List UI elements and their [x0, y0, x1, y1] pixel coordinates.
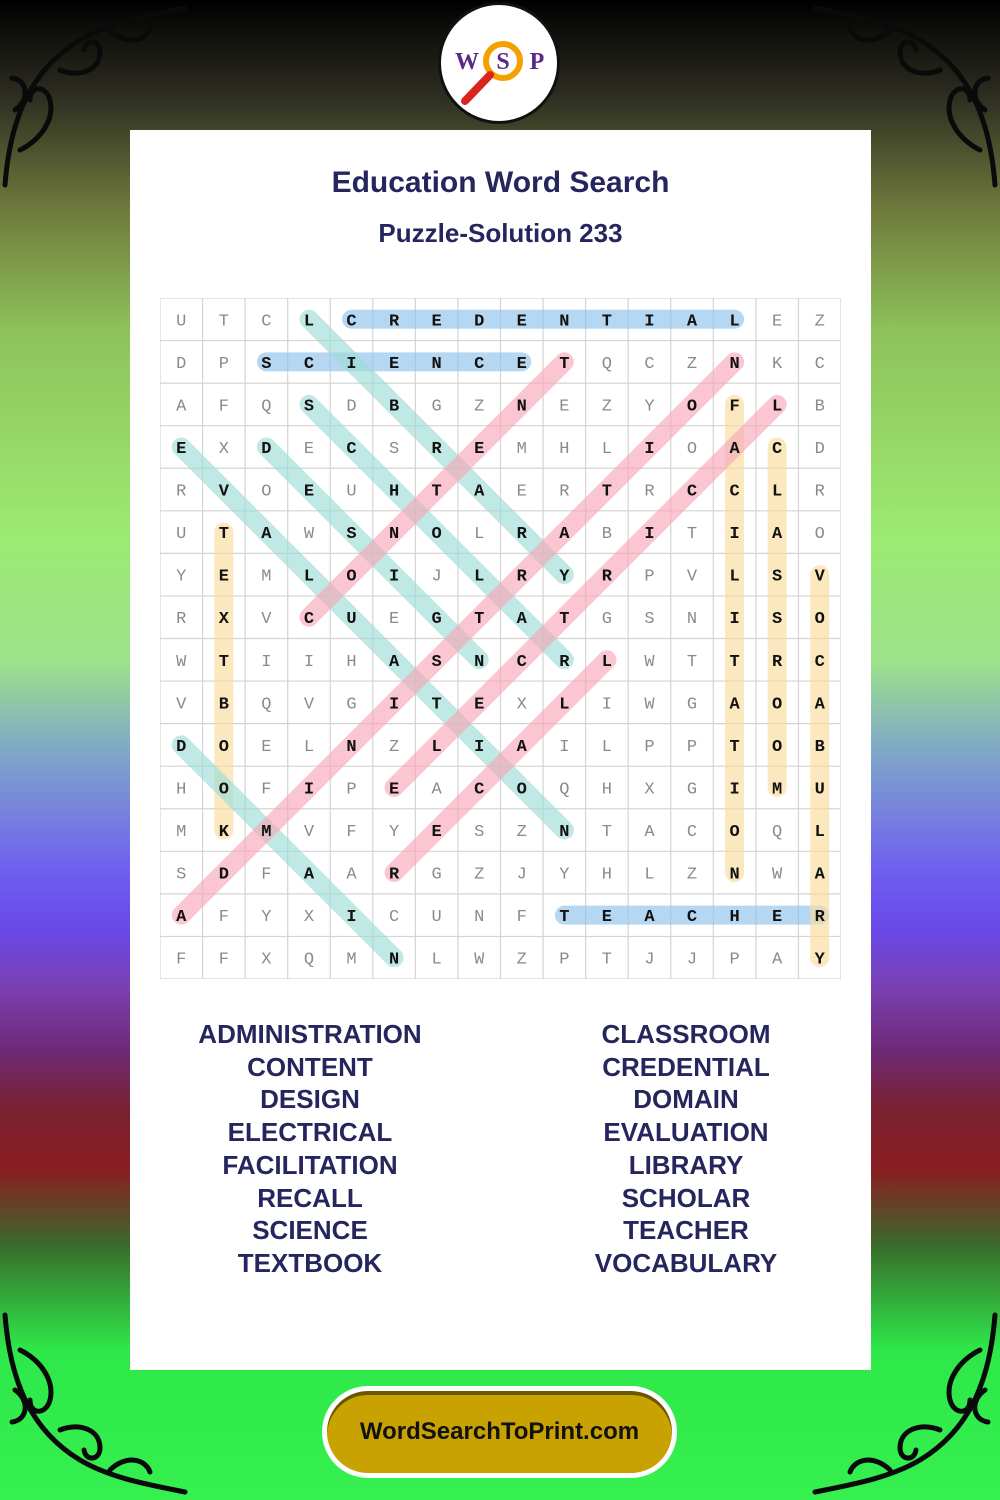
grid-cell-letter[interactable]: Q — [772, 823, 783, 843]
grid-cell-letter[interactable]: I — [644, 439, 655, 459]
word-list-right — [506, 1018, 866, 1280]
grid-cell-letter[interactable]: W — [644, 652, 655, 672]
grid-cell-letter[interactable]: K — [772, 354, 783, 374]
grid-cell-letter[interactable]: L — [559, 695, 570, 715]
grid-cell-letter[interactable]: M — [346, 950, 357, 970]
grid-cell-letter[interactable]: L — [729, 312, 740, 332]
grid-cell-letter[interactable]: T — [601, 312, 613, 332]
grid-cell-letter[interactable]: L — [303, 312, 315, 332]
grid-cell-letter[interactable]: A — [431, 780, 442, 800]
grid-cell-letter[interactable]: O — [814, 525, 825, 545]
grid-cell-letter[interactable]: R — [601, 567, 613, 587]
grid-cell-letter[interactable]: D — [346, 397, 357, 417]
grid-cell-letter[interactable]: E — [431, 823, 442, 843]
grid-cell-letter[interactable]: N — [559, 823, 570, 843]
grid-cell-letter[interactable]: S — [772, 567, 783, 587]
grid-cell-letter[interactable]: G — [431, 610, 442, 630]
grid-cell-letter[interactable]: E — [388, 354, 400, 374]
grid-cell-letter[interactable]: S — [644, 610, 655, 630]
grid-cell-letter[interactable]: C — [303, 354, 315, 374]
grid-cell-letter[interactable]: L — [601, 737, 613, 757]
word-list-item-electrical: ELECTRICAL — [227, 1117, 393, 1148]
grid-cell-letter[interactable]: C — [346, 439, 357, 459]
grid-cell-letter[interactable]: E — [431, 312, 442, 332]
grid-cell-letter[interactable]: V — [218, 482, 229, 502]
grid-cell-letter[interactable]: T — [601, 950, 613, 970]
grid-cell-letter[interactable]: R — [176, 610, 187, 630]
grid-cell-letter[interactable]: A — [176, 908, 187, 928]
grid-cell-letter[interactable]: A — [644, 908, 655, 928]
grid-cell-letter[interactable]: P — [644, 737, 655, 757]
grid-cell-letter[interactable]: N — [686, 610, 698, 630]
grid-cell-letter[interactable]: L — [431, 737, 442, 757]
site-link-button[interactable]: WordSearchToPrint.com — [322, 1386, 677, 1478]
grid-cell-letter[interactable]: S — [303, 397, 315, 417]
grid-cell-letter[interactable]: M — [772, 780, 783, 800]
grid-cell-letter[interactable]: T — [218, 525, 229, 545]
grid-cell-letter[interactable]: N — [388, 525, 400, 545]
grid-cell-letter[interactable]: F — [218, 950, 229, 970]
grid-cell-letter[interactable]: R — [516, 525, 527, 545]
grid-cell-letter[interactable]: W — [772, 865, 783, 885]
grid-cell-letter[interactable]: L — [474, 567, 485, 587]
grid-cell-letter[interactable]: N — [729, 865, 740, 885]
grid-cell-letter[interactable]: L — [303, 737, 315, 757]
grid-cell-letter[interactable]: C — [686, 823, 698, 843]
grid-cell-letter[interactable]: U — [346, 482, 357, 502]
grid-cell-letter[interactable]: R — [644, 482, 655, 502]
grid-cell-letter[interactable]: Y — [261, 908, 272, 928]
grid-cell-letter[interactable]: A — [388, 652, 400, 672]
page-subtitle: Puzzle-Solution 233 — [378, 218, 623, 248]
grid-cell-letter[interactable]: O — [261, 482, 272, 502]
grid-cell-letter[interactable]: C — [772, 439, 783, 459]
grid-cell-letter[interactable]: Q — [303, 950, 315, 970]
grid-cell-letter[interactable]: B — [218, 695, 229, 715]
grid-cell-letter[interactable]: C — [303, 610, 315, 630]
grid-cell-letter[interactable]: E — [388, 610, 400, 630]
grid-cell-letter[interactable]: A — [516, 610, 527, 630]
grid-cell-letter[interactable]: F — [516, 908, 527, 928]
grid-cell-letter[interactable]: F — [261, 780, 272, 800]
grid-cell-letter[interactable]: R — [431, 439, 442, 459]
grid-cell-letter[interactable]: U — [176, 525, 187, 545]
grid-cell-letter[interactable]: T — [559, 908, 570, 928]
grid-cell-letter[interactable]: Z — [686, 354, 698, 374]
grid-cell-letter[interactable]: R — [388, 865, 400, 885]
grid-cell-letter[interactable]: O — [772, 695, 783, 715]
grid-cell-letter[interactable]: O — [814, 610, 825, 630]
grid-cell-letter[interactable]: Y — [559, 567, 570, 587]
grid-cell-letter[interactable]: V — [303, 823, 315, 843]
grid-cell-letter[interactable]: F — [218, 908, 229, 928]
puzzle-sheet — [130, 130, 871, 1370]
grid-cell-letter[interactable]: J — [644, 950, 655, 970]
grid-cell-letter[interactable]: A — [303, 865, 315, 885]
word-list-item-classroom: CLASSROOM — [601, 1019, 771, 1049]
grid-cell-letter[interactable]: S — [772, 610, 783, 630]
grid-cell-letter[interactable]: D — [176, 737, 187, 757]
grid-cell-letter[interactable]: I — [644, 525, 655, 545]
grid-cell-letter[interactable]: Z — [601, 397, 613, 417]
grid-cell-letter[interactable]: R — [814, 482, 825, 502]
grid-cell-letter[interactable]: B — [814, 737, 825, 757]
grid-cell-letter[interactable]: H — [559, 439, 570, 459]
grid-cell-letter[interactable]: Y — [559, 865, 570, 885]
grid-cell-letter[interactable]: T — [218, 652, 229, 672]
grid-cell-letter[interactable]: W — [176, 652, 187, 672]
grid-cell-letter[interactable]: U — [431, 908, 442, 928]
grid-cell-letter[interactable]: A — [772, 950, 783, 970]
grid-cell-letter[interactable]: A — [559, 525, 570, 545]
grid-cell-letter[interactable]: I — [388, 567, 400, 587]
grid-cell-letter[interactable]: O — [218, 780, 229, 800]
grid-cell-letter[interactable]: W — [303, 525, 315, 545]
grid-cell-letter[interactable]: J — [516, 865, 527, 885]
grid-cell-letter[interactable]: A — [261, 525, 272, 545]
word-list-left — [130, 1018, 490, 1280]
grid-cell-letter[interactable]: T — [601, 823, 613, 843]
grid-cell-letter[interactable]: K — [218, 823, 229, 843]
grid-cell-letter[interactable]: U — [814, 780, 825, 800]
grid-cell-letter[interactable]: E — [474, 439, 485, 459]
grid-cell-letter[interactable]: E — [176, 439, 187, 459]
grid-cell-letter[interactable]: O — [516, 780, 527, 800]
grid-cell-letter[interactable]: M — [261, 823, 272, 843]
grid-cell-letter[interactable]: F — [261, 865, 272, 885]
site-logo[interactable] — [438, 2, 560, 124]
word-list-item-library: LIBRARY — [628, 1149, 744, 1180]
grid-cell-letter[interactable]: E — [559, 397, 570, 417]
grid-cell-letter[interactable]: A — [729, 439, 740, 459]
word-list-item-design: DESIGN — [260, 1084, 360, 1115]
grid-cell-letter[interactable]: X — [516, 695, 527, 715]
grid-cell-letter[interactable]: P — [346, 780, 357, 800]
grid-cell-letter[interactable]: L — [814, 823, 825, 843]
grid-cell-letter[interactable]: S — [431, 652, 442, 672]
grid-cell-letter[interactable]: I — [644, 312, 655, 332]
grid-cell-letter[interactable]: T — [729, 737, 740, 757]
word-list-item-administration: ADMINISTRATION — [198, 1019, 422, 1049]
word-list-item-evaluation: EVALUATION — [603, 1117, 769, 1148]
word-list-item-teacher: TEACHER — [623, 1215, 749, 1246]
grid-cell-letter[interactable]: S — [176, 865, 187, 885]
grid-cell-letter[interactable]: L — [601, 652, 613, 672]
grid-cell-letter[interactable]: H — [601, 780, 613, 800]
grid-cell-letter[interactable]: A — [644, 823, 655, 843]
grid-cell-letter[interactable]: Q — [261, 695, 272, 715]
word-list-item-credential: CREDENTIAL — [602, 1051, 770, 1082]
grid-cell-letter[interactable]: G — [431, 397, 442, 417]
word-list-item-recall: RECALL — [257, 1182, 363, 1213]
grid-cell-letter[interactable]: R — [814, 908, 825, 928]
grid-cell-letter[interactable]: E — [516, 354, 527, 374]
grid-cell-letter[interactable]: H — [729, 908, 740, 928]
logo-letter-p: P — [529, 49, 545, 75]
grid-cell-letter[interactable]: Z — [814, 312, 825, 332]
grid-cell-letter[interactable]: D — [176, 354, 187, 374]
grid-cell-letter[interactable]: H — [346, 652, 357, 672]
grid-cell-letter[interactable]: Z — [474, 397, 485, 417]
grid-cell-letter[interactable]: N — [431, 354, 442, 374]
grid-cell-letter[interactable]: J — [431, 567, 442, 587]
grid-cell-letter[interactable]: G — [431, 865, 442, 885]
grid-cell-letter[interactable]: C — [686, 908, 698, 928]
grid-cell-letter[interactable]: O — [431, 525, 442, 545]
grid-cell-letter[interactable]: Z — [388, 737, 400, 757]
grid-cell-letter[interactable]: N — [474, 908, 485, 928]
grid-cell-letter[interactable]: G — [346, 695, 357, 715]
grid-cell-letter[interactable]: C — [474, 354, 485, 374]
grid-cell-letter[interactable]: F — [729, 397, 740, 417]
grid-cell-letter[interactable]: Z — [516, 950, 527, 970]
grid-cell-letter[interactable]: P — [644, 567, 655, 587]
grid-cell-letter[interactable]: I — [729, 525, 740, 545]
grid-cell-letter[interactable]: L — [644, 865, 655, 885]
grid-cell-letter[interactable]: A — [729, 695, 740, 715]
word-list-item-content: CONTENT — [247, 1051, 373, 1082]
grid-cell-letter[interactable]: V — [176, 695, 187, 715]
grid-cell-letter[interactable]: A — [686, 312, 698, 332]
grid-cell-letter[interactable]: F — [218, 397, 229, 417]
grid-cell-letter[interactable]: F — [346, 823, 357, 843]
grid-cell-letter[interactable]: E — [772, 312, 783, 332]
grid-cell-letter[interactable]: D — [814, 439, 825, 459]
grid-cell-letter[interactable]: E — [261, 737, 272, 757]
grid-cell-letter[interactable]: O — [346, 567, 357, 587]
grid-cell-letter[interactable]: Q — [261, 397, 272, 417]
grid-cell-letter[interactable]: L — [772, 482, 783, 502]
grid-cell-letter[interactable]: X — [218, 610, 229, 630]
grid-cell-letter[interactable]: O — [686, 397, 698, 417]
grid-cell-letter[interactable]: A — [474, 482, 485, 502]
grid-cell-letter[interactable]: M — [516, 439, 527, 459]
grid-cell-letter[interactable]: P — [729, 950, 740, 970]
grid-cell-letter[interactable]: I — [729, 610, 740, 630]
grid-cell-letter[interactable]: T — [601, 482, 613, 502]
grid-cell-letter[interactable]: B — [601, 525, 613, 545]
grid-cell-letter[interactable]: N — [729, 354, 740, 374]
grid-cell-letter[interactable]: R — [516, 567, 527, 587]
grid-cell-letter[interactable]: Q — [559, 780, 570, 800]
grid-cell-letter[interactable]: U — [176, 312, 187, 332]
word-list-item-science: SCIENCE — [252, 1215, 368, 1246]
grid-cell-letter[interactable]: F — [176, 950, 187, 970]
grid-cell-letter[interactable]: P — [218, 354, 229, 374]
grid-cell-letter[interactable]: I — [474, 737, 485, 757]
grid-cell-letter[interactable]: C — [346, 312, 357, 332]
grid-cell-letter[interactable]: I — [559, 737, 570, 757]
grid-cell-letter[interactable]: O — [729, 823, 740, 843]
grid-cell-letter[interactable]: N — [559, 312, 570, 332]
grid-cell-letter[interactable]: T — [559, 354, 570, 374]
grid-cell-letter[interactable]: E — [516, 312, 527, 332]
grid-cell-letter[interactable]: T — [218, 312, 229, 332]
grid-cell-letter[interactable]: Y — [814, 950, 825, 970]
grid-cell-letter[interactable]: T — [431, 695, 442, 715]
grid-cell-letter[interactable]: V — [686, 567, 698, 587]
grid-cell-letter[interactable]: V — [814, 567, 825, 587]
grid-cell-letter[interactable]: A — [346, 865, 357, 885]
grid-cell-letter[interactable]: C — [814, 652, 825, 672]
grid-cell-letter[interactable]: B — [814, 397, 825, 417]
grid-cell-letter[interactable]: E — [772, 908, 783, 928]
grid-cell-letter[interactable]: A — [814, 865, 825, 885]
grid-cell-letter[interactable]: P — [686, 737, 698, 757]
grid-cell-letter[interactable]: E — [601, 908, 613, 928]
grid-cell-letter[interactable]: R — [559, 482, 570, 502]
word-list-item-domain: DOMAIN — [633, 1084, 739, 1115]
grid-cell-letter[interactable]: O — [772, 737, 783, 757]
grid-cell-letter[interactable]: A — [176, 397, 187, 417]
grid-cell-letter[interactable]: A — [772, 525, 783, 545]
grid-cell-letter[interactable]: S — [474, 823, 485, 843]
grid-cell-letter[interactable]: I — [303, 780, 315, 800]
logo-letter-s: S — [496, 49, 510, 75]
grid-cell-letter[interactable]: I — [346, 354, 357, 374]
grid-cell-letter[interactable]: H — [601, 865, 613, 885]
grid-cell-letter[interactable]: C — [644, 354, 655, 374]
grid-cell-letter[interactable]: Z — [474, 865, 485, 885]
grid-cell-letter[interactable]: C — [261, 312, 272, 332]
grid-cell-letter[interactable]: C — [474, 780, 485, 800]
grid-cell-letter[interactable]: T — [474, 610, 485, 630]
grid-cell-letter[interactable]: T — [686, 525, 698, 545]
grid-cell-letter[interactable]: X — [303, 908, 315, 928]
grid-cell-letter[interactable]: T — [559, 610, 570, 630]
grid-cell-letter[interactable]: T — [431, 482, 442, 502]
grid-cell-letter[interactable]: A — [814, 695, 825, 715]
grid-cell-letter[interactable]: L — [601, 439, 613, 459]
grid-cell-letter[interactable]: E — [303, 482, 315, 502]
grid-cell-letter[interactable]: D — [474, 312, 485, 332]
grid-cell-letter[interactable]: I — [729, 780, 740, 800]
grid-cell-letter[interactable]: B — [388, 397, 400, 417]
grid-cell-letter[interactable]: M — [261, 567, 272, 587]
grid-cell-letter[interactable]: W — [644, 695, 655, 715]
grid-cell-letter[interactable]: N — [388, 950, 400, 970]
grid-cell-letter[interactable]: C — [686, 482, 698, 502]
grid-cell-letter[interactable]: H — [388, 482, 400, 502]
grid-cell-letter[interactable]: O — [686, 439, 698, 459]
grid-cell-letter[interactable]: X — [261, 950, 272, 970]
grid-cell-letter[interactable]: N — [516, 397, 527, 417]
grid-cell-letter[interactable]: S — [388, 439, 400, 459]
grid-cell-letter[interactable]: L — [772, 397, 783, 417]
grid-cell-letter[interactable]: R — [772, 652, 783, 672]
logo-letter-w: W — [455, 49, 479, 75]
word-list-item-vocabulary: VOCABULARY — [594, 1247, 778, 1278]
grid-cell-letter[interactable]: G — [601, 610, 613, 630]
page-title: Education Word Search — [331, 166, 670, 199]
grid-cell-letter[interactable]: M — [176, 823, 187, 843]
word-list-item-facilitation: FACILITATION — [222, 1149, 398, 1180]
word-list-item-textbook: TEXTBOOK — [237, 1247, 383, 1278]
grid-cell-letter[interactable]: G — [686, 780, 698, 800]
grid-cell-letter[interactable]: C — [516, 652, 527, 672]
grid-cell-letter[interactable]: H — [176, 780, 187, 800]
grid-cell-letter[interactable]: Q — [601, 354, 613, 374]
grid-cell-letter[interactable]: L — [303, 567, 315, 587]
grid-cell-letter[interactable]: X — [218, 439, 229, 459]
grid-cell-letter[interactable]: E — [474, 695, 485, 715]
grid-cell-letter[interactable]: R — [388, 312, 400, 332]
grid-cell-letter[interactable]: I — [261, 652, 272, 672]
grid-cell-letter[interactable]: Z — [516, 823, 527, 843]
grid-cell-letter[interactable]: I — [388, 695, 400, 715]
grid-cell-letter[interactable]: L — [431, 950, 442, 970]
grid-cell-letter[interactable]: E — [388, 780, 400, 800]
grid-cell-letter[interactable]: Z — [686, 865, 698, 885]
grid-cell-letter[interactable]: E — [516, 482, 527, 502]
grid-cell-letter[interactable]: O — [218, 737, 229, 757]
grid-cell-letter[interactable]: I — [346, 908, 357, 928]
word-list-item-scholar: SCHOLAR — [621, 1182, 751, 1213]
grid-cell-letter[interactable]: E — [303, 439, 315, 459]
grid-cell-letter[interactable]: G — [686, 695, 698, 715]
word-search-grid — [160, 298, 841, 979]
grid-cell-letter[interactable]: L — [474, 525, 485, 545]
grid-cell-letter[interactable]: N — [474, 652, 485, 672]
grid-cell-letter[interactable]: C — [388, 908, 400, 928]
grid-cell-letter[interactable]: I — [601, 695, 613, 715]
grid-cell-letter[interactable]: U — [346, 610, 357, 630]
grid-cell-letter[interactable]: D — [261, 439, 272, 459]
grid-cell-letter[interactable]: I — [303, 652, 315, 672]
grid-cell-letter[interactable]: E — [218, 567, 229, 587]
grid-cell-letter[interactable]: Y — [644, 397, 655, 417]
grid-cell-letter[interactable]: C — [729, 482, 740, 502]
grid-cell-letter[interactable]: V — [303, 695, 315, 715]
grid-cell-letter[interactable]: N — [346, 737, 357, 757]
grid-cell-letter[interactable]: J — [686, 950, 698, 970]
grid-cell-letter[interactable]: P — [559, 950, 570, 970]
grid-cell-letter[interactable]: R — [559, 652, 570, 672]
grid-cell-letter[interactable]: S — [261, 354, 272, 374]
magnifier-logo-icon — [441, 5, 557, 121]
grid-cell-letter[interactable]: D — [218, 865, 229, 885]
grid-cell-letter[interactable]: R — [176, 482, 187, 502]
grid-cell-letter[interactable]: Y — [176, 567, 187, 587]
grid-cell-letter[interactable]: T — [729, 652, 740, 672]
grid-cell-letter[interactable]: S — [346, 525, 357, 545]
grid-cell-letter[interactable]: C — [814, 354, 825, 374]
grid-canvas — [160, 298, 841, 979]
grid-cell-letter[interactable]: X — [644, 780, 655, 800]
grid-cell-letter[interactable]: T — [686, 652, 698, 672]
grid-cell-letter[interactable]: L — [729, 567, 740, 587]
grid-cell-letter[interactable]: W — [474, 950, 485, 970]
grid-cell-letter[interactable]: A — [516, 737, 527, 757]
grid-cell-letter[interactable]: V — [261, 610, 272, 630]
grid-cell-letter[interactable]: Y — [388, 823, 400, 843]
